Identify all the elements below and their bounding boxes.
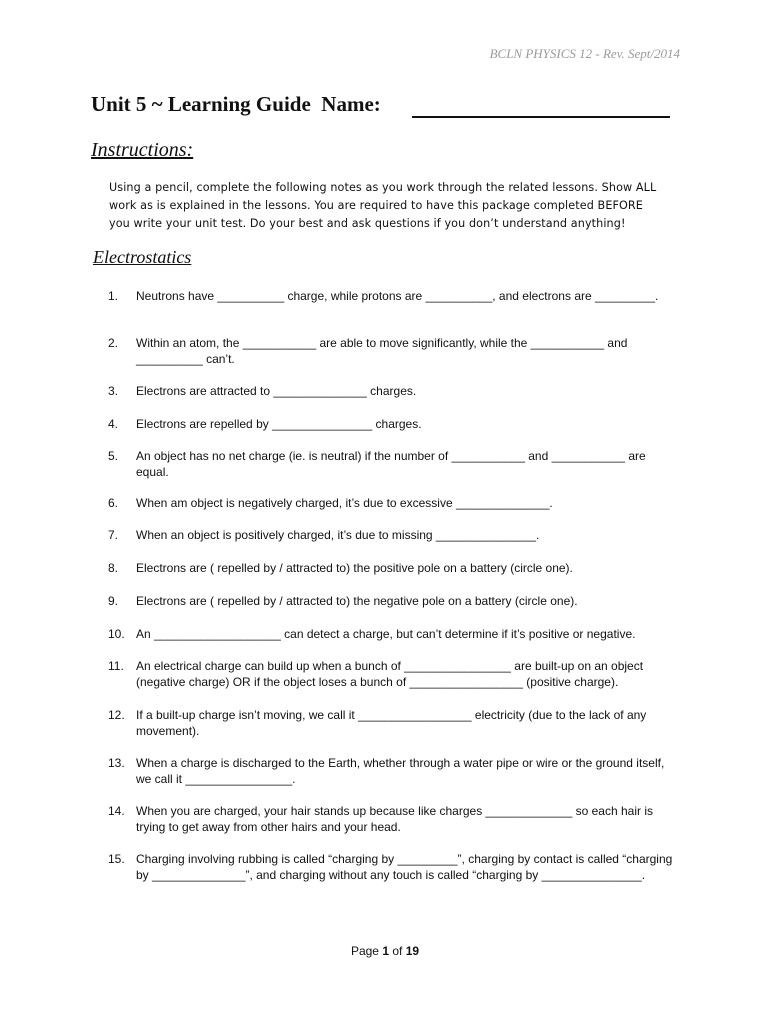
instructions-heading: Instructions: — [91, 139, 194, 161]
question-text: If a built-up charge isn’t moving, we call it _________________ electricity (due to the lack of any movement). — [136, 708, 647, 738]
question-item — [108, 707, 680, 739]
question-text: Within an atom, the ___________ are able to move significantly, while the ___________ and __________ can’t. — [136, 336, 628, 366]
document-header: BCLN PHYSICS 12 - Rev. Sept/2014 — [489, 46, 680, 61]
question-text: An electrical charge can build up when a bunch of ________________ are built-up on an object (negative charge) OR if the object loses a bunch of _________________ (positive charge). — [136, 659, 644, 689]
question-number: 3. — [108, 384, 119, 398]
question-text: An object has no net charge (ie. is neutral) if the number of ___________ and ___________ are equal. — [136, 449, 646, 479]
question-number: 14. — [108, 804, 125, 818]
question-item — [108, 495, 680, 511]
question-text: Electrons are ( repelled by / attracted to) the positive pole on a battery (circle one). — [136, 561, 573, 575]
question-text: When am object is negatively charged, it’s due to excessive ______________. — [136, 496, 553, 510]
question-text: Electrons are ( repelled by / attracted to) the negative pole on a battery (circle one). — [136, 594, 578, 608]
question-text: When a charge is discharged to the Earth, whether through a water pipe or wire or the ground itself, we call it ________________. — [136, 756, 665, 786]
question-item — [108, 803, 680, 835]
question-item — [108, 851, 680, 883]
question-number: 7. — [108, 528, 119, 542]
page-title: Unit 5 ~ Learning Guide Name: — [91, 92, 381, 116]
question-item — [108, 658, 680, 690]
of-word: of — [392, 944, 403, 958]
question-text: An ___________________ can detect a charge, but can’t determine if it’s positive or negative. — [136, 627, 636, 641]
question-number: 8. — [108, 561, 119, 575]
question-text: Neutrons have __________ charge, while protons are __________, and electrons are _________. — [136, 289, 659, 303]
question-number: 13. — [108, 756, 125, 770]
question-item — [108, 755, 680, 787]
question-item — [108, 335, 680, 367]
question-number: 15. — [108, 852, 125, 866]
question-number: 5. — [108, 449, 119, 463]
question-number: 6. — [108, 496, 119, 510]
question-number: 11. — [108, 659, 124, 673]
question-item — [108, 527, 680, 543]
page-word: Page — [350, 944, 379, 958]
page-number: 1 — [382, 944, 389, 958]
name-field-line[interactable] — [412, 96, 670, 118]
question-item — [108, 593, 680, 609]
question-number: 12. — [108, 708, 125, 722]
question-item — [108, 448, 680, 480]
question-item — [108, 416, 680, 432]
page-total: 19 — [405, 944, 420, 958]
section-heading: Electrostatics — [93, 247, 192, 267]
question-item — [108, 626, 680, 642]
question-number: 10. — [108, 627, 125, 641]
question-text: Electrons are repelled by _______________ charges. — [136, 417, 422, 431]
question-item — [108, 383, 680, 399]
question-item — [108, 288, 680, 304]
question-text: When an object is positively charged, it’s due to missing _______________. — [136, 528, 540, 542]
question-item — [108, 560, 680, 576]
question-number: 1. — [108, 289, 119, 303]
page-footer — [0, 944, 770, 958]
question-number: 4. — [108, 417, 119, 431]
question-number: 2. — [108, 336, 119, 350]
question-text: Electrons are attracted to ______________ charges. — [136, 384, 417, 398]
question-text: Charging involving rubbing is called “charging by _________”, charging by contact is called “charging by ______________”, and charging without any touch is called “charging by _______________. — [136, 852, 673, 882]
instructions-text: Using a pencil, complete the following notes as you work through the related lessons. Show ALL work as is explained in the lessons. You are required to have this package completed BEFORE you write your unit test. Do your best and ask questions if you don’t understand anything! — [109, 181, 657, 230]
question-text: When you are charged, your hair stands up because like charges _____________ so each hair is trying to get away from other hairs and your head. — [136, 804, 654, 834]
question-number: 9. — [108, 594, 119, 608]
